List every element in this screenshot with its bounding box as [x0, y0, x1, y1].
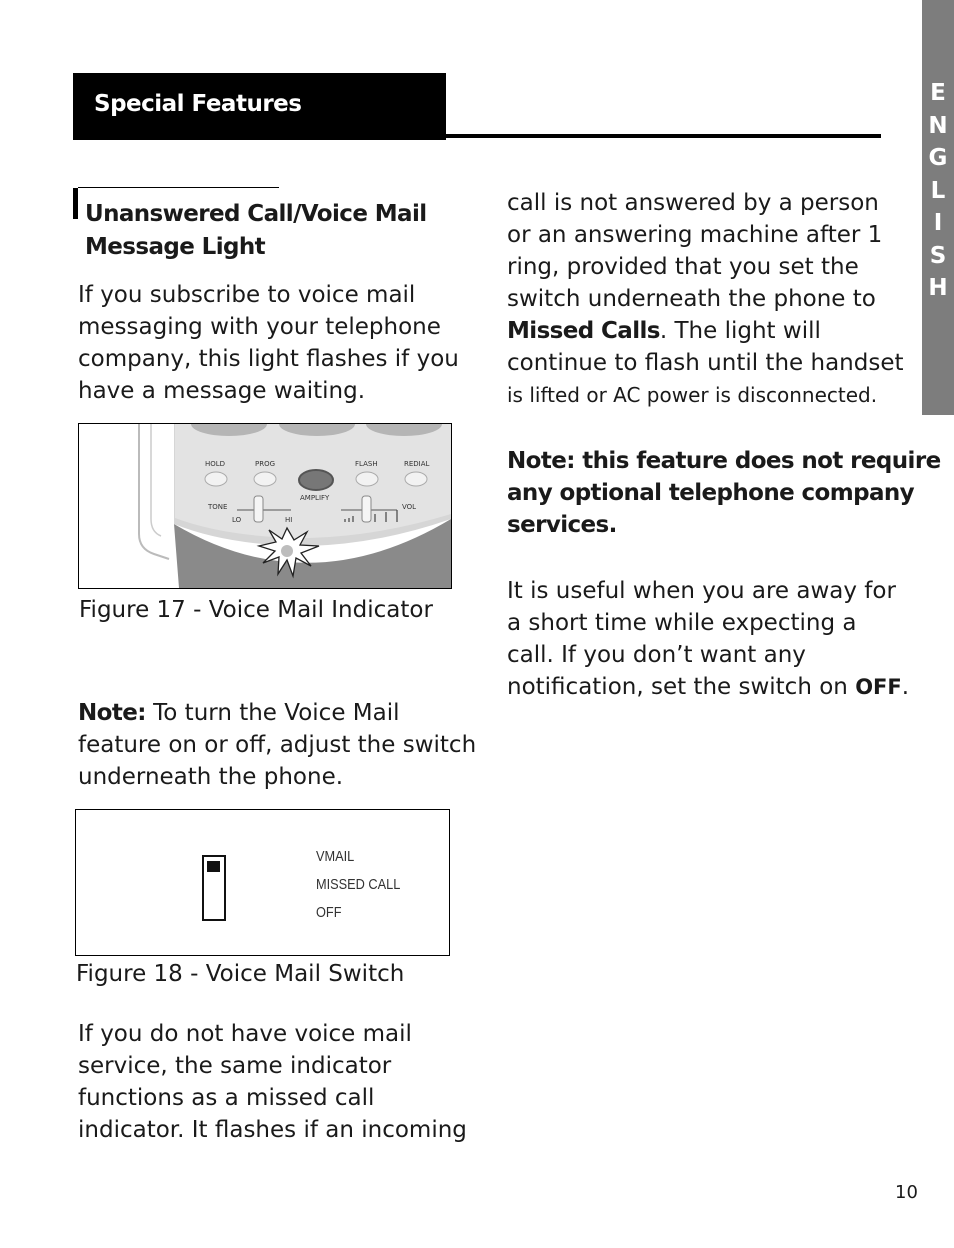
language-letter: E [930, 80, 946, 106]
text-span: notification, set the switch on [507, 674, 856, 700]
text-line: If you do not have voice mail [78, 1021, 412, 1047]
text-line: functions as a missed call [78, 1085, 375, 1111]
text-line: messaging with your telephone [78, 314, 441, 340]
section-marker [73, 188, 78, 219]
lo-label: LO [232, 516, 242, 524]
text-span: . The light will [659, 318, 821, 344]
text-line: a short time while expecting a [507, 610, 857, 636]
hi-label: HI [285, 516, 293, 524]
text-line: indicator. It flashes if an incoming [78, 1117, 467, 1143]
text-line: ring, provided that you set the [507, 254, 859, 280]
note-label: Note: [78, 700, 146, 726]
text-line: switch underneath the phone to [507, 286, 876, 312]
language-letter: G [928, 145, 948, 171]
header-rule [446, 134, 881, 138]
text-line: It is useful when you are away for [507, 578, 896, 604]
vol-slider [362, 496, 371, 522]
section-title-line: Unanswered Call/Voice Mail [85, 201, 427, 227]
text-line: feature on or off, adjust the switch [78, 732, 477, 758]
text-line: is lifted or AC power is disconnected. [507, 383, 878, 407]
text-line: services. [507, 512, 617, 538]
outro-paragraph [78, 1018, 467, 1146]
off-term: OFF [855, 675, 902, 699]
figure-18-caption: Figure 18 - Voice Mail Switch [76, 961, 405, 987]
text-line [78, 697, 476, 729]
text-line [507, 315, 904, 347]
tone-slider [254, 496, 263, 522]
section-header [73, 73, 446, 140]
prog-label: PROG [255, 460, 276, 468]
bold-note [507, 445, 941, 541]
usage-paragraph [507, 575, 909, 703]
hold-button [205, 472, 227, 486]
text-line: service, the same indicator [78, 1053, 392, 1079]
text-line: any optional telephone company [507, 480, 915, 506]
text-span: . [901, 674, 910, 700]
section-title [85, 198, 427, 264]
message-light-icon [281, 545, 293, 557]
text-line: If you subscribe to voice mail [78, 282, 416, 308]
missed-calls-term: Missed Calls [507, 318, 660, 344]
note-text: To turn the Voice Mail [145, 700, 400, 726]
language-letter: I [933, 210, 943, 236]
language-letter: L [930, 178, 946, 204]
switch-position-missed-call: MISSED CALL [316, 876, 401, 893]
language-letter: H [928, 275, 948, 301]
text-line: continue to flash until the handset [507, 350, 904, 376]
redial-label: REDIAL [404, 460, 430, 468]
tone-label: TONE [208, 503, 228, 511]
intro-paragraph [78, 279, 459, 407]
language-tab [922, 0, 954, 415]
text-line: underneath the phone. [78, 764, 344, 790]
prog-button [254, 472, 276, 486]
continuation-paragraph [507, 187, 904, 411]
flash-button [356, 472, 378, 486]
switch-knob [207, 861, 220, 872]
figure-17-caption: Figure 17 - Voice Mail Indicator [79, 597, 433, 623]
vol-label: VOL [402, 503, 417, 511]
language-letter: S [929, 243, 947, 269]
flash-label: FLASH [355, 460, 378, 468]
text-line: have a message waiting. [78, 378, 366, 404]
switch-position-off: OFF [316, 904, 342, 921]
page-number: 10 [895, 1182, 918, 1203]
section-rule [78, 187, 279, 188]
amplify-button [299, 470, 333, 490]
redial-button [405, 472, 427, 486]
note-paragraph [78, 697, 476, 793]
page-title: Special Features [94, 91, 302, 117]
text-line: company, this light flashes if you [78, 346, 459, 372]
text-line: Note: this feature does not require [507, 448, 941, 474]
figure-17-voice-mail-indicator [78, 423, 452, 589]
text-line: call is not answered by a person [507, 190, 879, 216]
phone-panel-illustration [79, 424, 451, 588]
amplify-label: AMPLIFY [300, 494, 330, 502]
section-title-line: Message Light [85, 234, 266, 260]
switch-position-vmail: VMAIL [316, 848, 355, 865]
hold-label: HOLD [205, 460, 226, 468]
figure-18-voice-mail-switch [75, 809, 450, 956]
text-line: call. If you don’t want any [507, 642, 806, 668]
text-line: or an answering machine after 1 [507, 222, 883, 248]
text-line [507, 671, 909, 703]
language-letter: N [928, 113, 948, 139]
